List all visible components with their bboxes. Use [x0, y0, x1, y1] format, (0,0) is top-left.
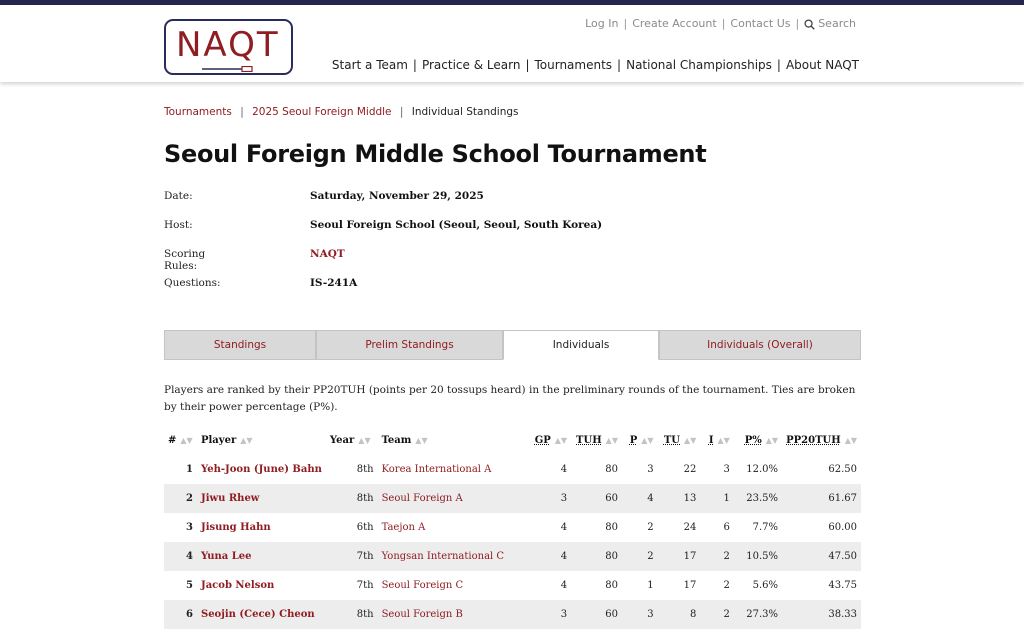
separator: | [240, 106, 244, 118]
col-header-player[interactable]: Player ▲▼ [200, 435, 253, 446]
col-header-gp[interactable]: GP ▲▼ [534, 435, 568, 446]
sort-icon: ▲▼ [554, 435, 568, 445]
search-link[interactable] [804, 17, 856, 30]
table-row [164, 571, 861, 600]
nav-practice-learn[interactable]: Practice & Learn [421, 58, 521, 72]
powers-cell: 4 [622, 484, 658, 513]
individual-standings-table [164, 426, 861, 629]
powers-cell: 2 [622, 542, 658, 571]
tab-individuals[interactable]: Individuals [503, 330, 659, 360]
team-link[interactable]: Seoul Foreign B [381, 609, 463, 620]
table-row [164, 600, 861, 629]
breadcrumb [164, 106, 518, 118]
table-row [164, 484, 861, 513]
player-link[interactable]: Yeh-Joon (June) Bahn [200, 464, 322, 475]
sort-icon: ▲▼ [180, 435, 193, 445]
nav-national-championships[interactable]: National Championships [626, 58, 772, 72]
player-cell [197, 600, 326, 629]
nav-start-a-team[interactable]: Start a Team [331, 58, 408, 72]
power-pct-cell: 27.3% [734, 600, 782, 629]
col-header-year[interactable]: Year ▲▼ [329, 435, 371, 446]
gp-cell: 4 [560, 464, 568, 475]
team-link[interactable]: Korea International A [381, 464, 492, 475]
separator: | [795, 17, 800, 30]
pp20tuh-cell: 60.00 [828, 522, 857, 533]
col-header-rank[interactable]: # ▲▼ [168, 435, 193, 446]
team-cell [378, 484, 524, 513]
tossups-cell: 22 [683, 464, 697, 475]
contact-us-link[interactable]: Contact Us [730, 17, 791, 30]
interrupts-cell: 2 [700, 542, 734, 571]
team-cell [378, 455, 524, 484]
nav-tournaments[interactable]: Tournaments [534, 58, 613, 72]
player-link[interactable]: Seojin (Cece) Cheon [200, 609, 315, 620]
player-cell [197, 542, 326, 571]
tuh-cell: 60 [571, 600, 622, 629]
gp-cell: 4 [560, 522, 568, 533]
team-link[interactable]: Seoul Foreign A [381, 493, 463, 504]
power-pct-cell: 7.7% [752, 522, 779, 533]
year-cell: 6th [356, 522, 374, 533]
rank-cell: 6 [164, 600, 197, 629]
breadcrumb-tournaments[interactable]: Tournaments [164, 106, 232, 118]
gp-cell: 4 [560, 580, 568, 591]
interrupts-cell: 3 [723, 464, 730, 475]
table-row [164, 542, 861, 571]
sort-icon: ▲▼ [684, 435, 697, 445]
tossups-cell: 17 [658, 542, 701, 571]
pp20tuh-cell: 61.67 [782, 484, 861, 513]
sort-icon: ▲▼ [641, 435, 654, 445]
player-cell [197, 484, 326, 513]
info-value: Saturday, November 29, 2025 [310, 190, 484, 202]
tuh-cell: 80 [605, 580, 618, 591]
powers-cell: 2 [647, 522, 654, 533]
info-label: Scoring Rules: [164, 248, 206, 272]
tuh-cell: 60 [571, 484, 622, 513]
breadcrumb-tournament[interactable]: 2025 Seoul Foreign Middle [252, 106, 392, 118]
powers-cell: 3 [647, 464, 654, 475]
col-header-team[interactable]: Team ▲▼ [381, 435, 428, 446]
power-pct-cell: 10.5% [734, 542, 782, 571]
separator: | [399, 106, 404, 118]
rank-cell: 5 [186, 580, 193, 591]
separator: | [623, 17, 628, 30]
scoring-rules-link[interactable]: NAQT [310, 248, 345, 260]
naqt-logo[interactable] [164, 19, 293, 75]
player-cell [197, 455, 326, 484]
info-value: Seoul Foreign School (Seoul, Seoul, South Korea) [310, 219, 603, 231]
sort-icon: ▲▼ [605, 435, 618, 445]
interrupts-cell: 1 [700, 484, 734, 513]
tab-standings[interactable]: Standings [164, 330, 316, 360]
info-value: IS-241A [310, 277, 358, 289]
col-header-i[interactable]: I ▲▼ [708, 435, 730, 446]
tuh-cell: 80 [605, 464, 618, 475]
sort-icon: ▲▼ [358, 435, 371, 445]
info-label: Questions: [164, 277, 221, 289]
team-cell [378, 571, 524, 600]
sort-icon: ▲▼ [240, 435, 253, 445]
team-cell [378, 600, 524, 629]
gp-cell: 4 [524, 542, 571, 571]
tuh-cell: 80 [571, 542, 622, 571]
power-pct-cell: 12.0% [746, 464, 779, 475]
standings-tabs [164, 330, 861, 360]
team-link[interactable]: Seoul Foreign C [381, 580, 464, 591]
year-cell: 7th [326, 542, 378, 571]
power-pct-cell: 23.5% [734, 484, 782, 513]
col-header-p[interactable]: P ▲▼ [629, 435, 654, 446]
col-header-pp20tuh[interactable]: PP20TUH ▲▼ [786, 435, 857, 446]
separator: | [776, 58, 781, 72]
search-label: Search [818, 17, 856, 30]
table-row [164, 513, 861, 542]
nav-about-naqt[interactable]: About NAQT [785, 58, 859, 72]
player-cell [197, 513, 326, 542]
powers-cell: 1 [647, 580, 654, 591]
pp20tuh-cell: 38.33 [782, 600, 861, 629]
power-pct-cell: 5.6% [752, 580, 779, 591]
player-link[interactable]: Yuna Lee [200, 551, 252, 562]
separator: | [721, 17, 726, 30]
interrupts-cell: 2 [723, 580, 730, 591]
interrupts-cell: 2 [700, 600, 734, 629]
sort-icon: ▲▼ [415, 435, 428, 445]
pp20tuh-cell: 62.50 [828, 464, 857, 475]
tossups-cell: 8 [658, 600, 701, 629]
tab-prelim-standings[interactable]: Prelim Standings [316, 330, 503, 360]
pencil-icon [202, 66, 254, 72]
powers-cell: 3 [622, 600, 658, 629]
team-link[interactable]: Taejon A [381, 522, 426, 533]
tab-individuals-overall[interactable]: Individuals (Overall) [659, 330, 861, 360]
player-cell [197, 571, 326, 600]
separator: | [525, 58, 530, 72]
table-row [164, 455, 861, 484]
gp-cell: 3 [524, 600, 571, 629]
login-link[interactable]: Log In [585, 17, 619, 30]
site-header [0, 5, 1024, 82]
utility-nav [585, 17, 856, 30]
intro-text: Players are ranked by their PP20TUH (points per 20 tossups heard) in the preliminary rounds of the tournament. Ties are broken by their power percentage (P%). [164, 384, 856, 413]
logo-text: NAQT [176, 25, 280, 65]
rank-cell: 1 [186, 464, 193, 475]
year-cell: 8th [356, 464, 374, 475]
sort-icon: ▲▼ [765, 435, 779, 445]
team-cell [378, 542, 524, 571]
create-account-link[interactable]: Create Account [632, 17, 717, 30]
tossups-cell: 24 [683, 522, 697, 533]
player-link[interactable]: Jisung Hahn [200, 522, 271, 533]
sort-icon: ▲▼ [844, 435, 857, 445]
gp-cell: 3 [524, 484, 571, 513]
table-body [164, 455, 861, 629]
info-label: Date: [164, 190, 193, 202]
separator: | [412, 58, 417, 72]
rank-cell: 3 [186, 522, 193, 533]
player-link[interactable]: Jacob Nelson [200, 580, 275, 591]
col-header-tuh[interactable]: TUH ▲▼ [576, 435, 618, 446]
rank-cell: 4 [164, 542, 197, 571]
pp20tuh-cell: 43.75 [828, 580, 857, 591]
col-header-tu[interactable]: TU ▲▼ [663, 435, 697, 446]
tuh-cell: 80 [605, 522, 618, 533]
page-title: Seoul Foreign Middle School Tournament [164, 140, 707, 168]
team-link[interactable]: Yongsan International C [381, 551, 505, 562]
interrupts-cell: 6 [723, 522, 730, 533]
year-cell: 7th [356, 580, 374, 591]
rank-cell: 2 [164, 484, 197, 513]
separator: | [617, 58, 622, 72]
tossups-cell: 13 [658, 484, 701, 513]
year-cell: 8th [326, 484, 378, 513]
breadcrumb-current: Individual Standings [411, 106, 519, 118]
pp20tuh-cell: 47.50 [782, 542, 861, 571]
player-link[interactable]: Jiwu Rhew [200, 493, 260, 504]
team-cell [378, 513, 524, 542]
year-cell: 8th [326, 600, 378, 629]
info-label: Host: [164, 219, 193, 231]
sort-icon: ▲▼ [717, 435, 730, 445]
info-value [310, 248, 345, 260]
table-header-row [164, 426, 861, 455]
tossups-cell: 17 [683, 580, 697, 591]
main-nav [332, 58, 859, 72]
col-header-power-pct[interactable]: P% ▲▼ [744, 435, 779, 446]
search-icon [804, 19, 815, 30]
